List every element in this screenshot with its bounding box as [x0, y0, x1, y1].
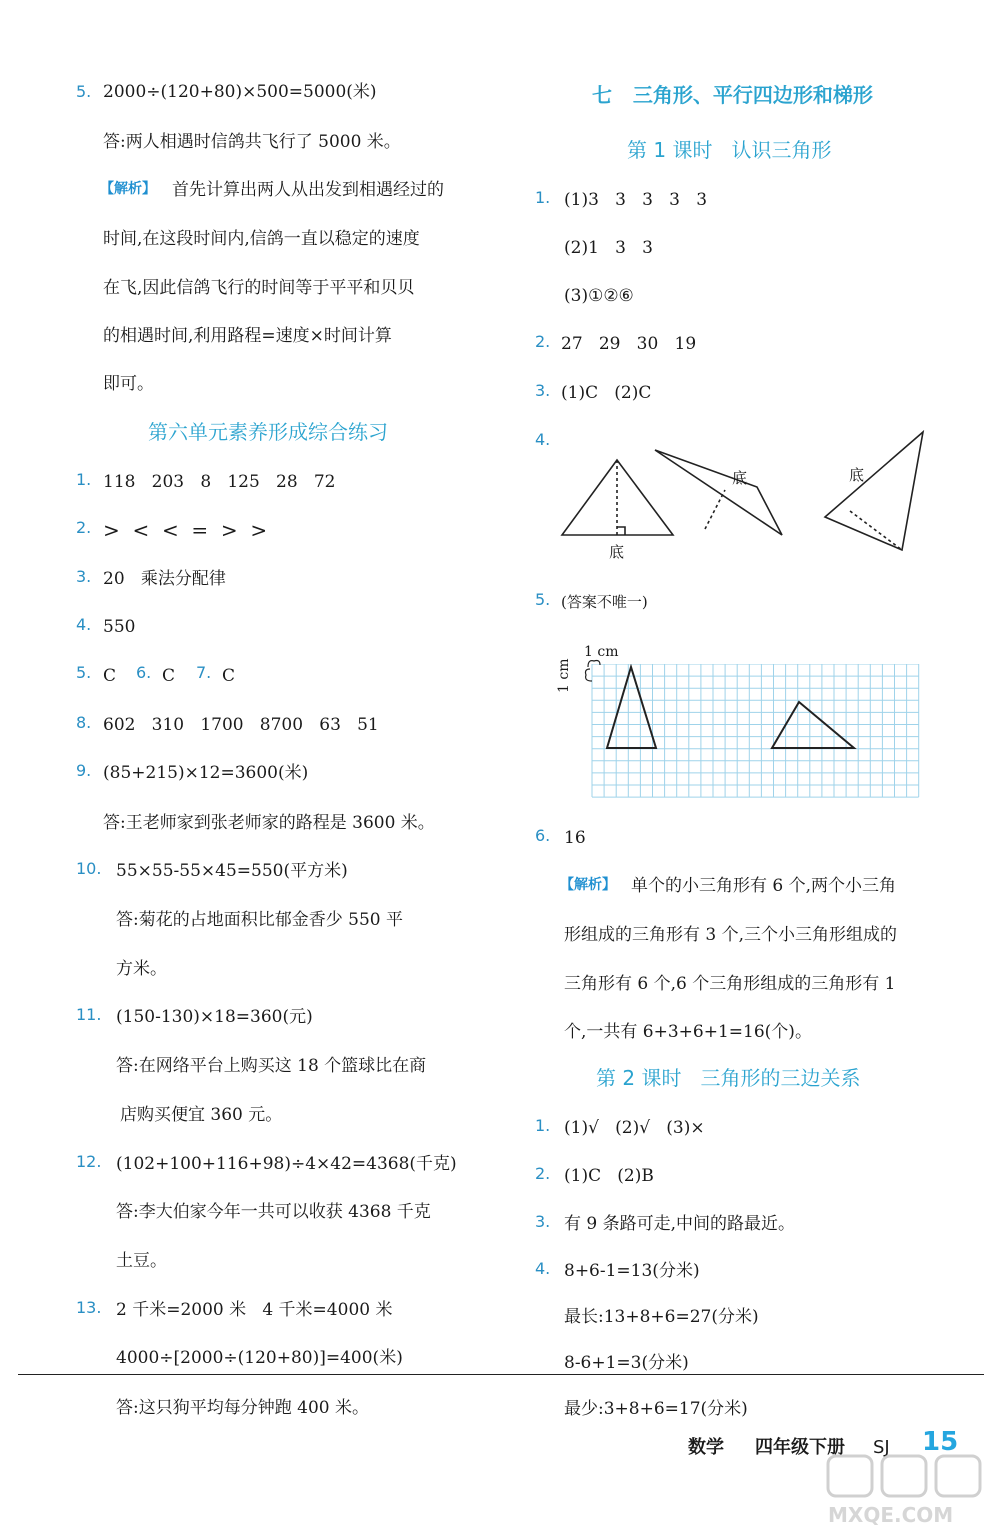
chapter-title: 七 三角形、平行四边形和梯形 — [592, 83, 873, 107]
analysis-line: 形组成的三角形有 3 个,三个小三角形组成的 — [564, 925, 898, 945]
item-number: 4. — [535, 430, 551, 449]
item-answer: 8-6+1=3(分米) — [564, 1353, 689, 1373]
item-answer: 8+6-1=13(分米) — [564, 1261, 700, 1281]
section-title: 第六单元素养形成综合练习 — [148, 420, 388, 444]
item-number: 13. — [76, 1298, 102, 1317]
item-number: 2. — [535, 332, 551, 351]
footer-grade: 四年级下册 — [755, 1437, 845, 1458]
item-answer: 最长:13+8+6=27(分米) — [564, 1307, 759, 1327]
base-label: 底 — [849, 466, 865, 484]
item-number: 1. — [76, 470, 92, 489]
item-number: 4. — [535, 1259, 551, 1278]
grid-label-horizontal: 1 cm — [584, 644, 619, 660]
q5-answer: 答:两人相遇时信鸽共飞行了 5000 米。 — [103, 132, 401, 152]
item-number: 3. — [76, 567, 92, 586]
analysis-line: 的相遇时间,利用路程=速度×时间计算 — [103, 326, 392, 346]
brace-icon — [580, 655, 610, 685]
item-number: 5. — [535, 590, 551, 609]
item-answer: C — [222, 666, 236, 686]
item-answer: 答:这只狗平均每分钟跑 400 米。 — [116, 1398, 369, 1418]
analysis-line: 首先计算出两人从出发到相遇经过的 — [172, 180, 444, 200]
analysis-tag: 【解析】 — [560, 877, 616, 893]
item-number: 1. — [535, 188, 551, 207]
q5-number: 5. — [76, 82, 92, 101]
item-answer: 店购买便宜 360 元。 — [120, 1105, 283, 1125]
item-number: 11. — [76, 1005, 102, 1024]
base-label: 底 — [609, 543, 625, 561]
analysis-line: 三角形有 6 个,6 个三角形组成的三角形有 1 — [564, 974, 896, 994]
base-label: 底 — [732, 469, 748, 487]
item-number: 2. — [535, 1164, 551, 1183]
grid-label-vertical: 1 cm — [556, 658, 572, 693]
grid-figure — [588, 664, 924, 798]
item-answer: (85+215)×12=3600(米) — [103, 763, 309, 783]
item-answer: 55×55-55×45=550(平方米) — [116, 861, 348, 881]
item-answer: (2)1 3 3 — [564, 238, 653, 258]
item-answer: 答:李大伯家今年一共可以收获 4368 千克 — [116, 1202, 431, 1222]
item-answer: 土豆。 — [116, 1251, 167, 1271]
item-number: 3. — [535, 1212, 551, 1231]
item-answer: (150-130)×18=360(元) — [116, 1007, 313, 1027]
item-answer: 答:王老师家到张老师家的路程是 3600 米。 — [103, 813, 435, 833]
item-answer: 答:在网络平台上购买这 18 个篮球比在商 — [116, 1056, 427, 1076]
divider-line — [18, 1374, 984, 1375]
item-number: 3. — [535, 381, 551, 400]
footer-edition: SJ — [873, 1437, 890, 1458]
item-answer: (1)√ (2)√ (3)× — [564, 1118, 705, 1138]
item-number: 8. — [76, 713, 92, 732]
analysis-line: 个,一共有 6+3+6+1=16(个)。 — [564, 1022, 812, 1042]
analysis-line: 单个的小三角形有 6 个,两个小三角 — [631, 876, 897, 896]
item-answer: (102+100+116+98)÷4×42=4368(千克) — [116, 1154, 457, 1174]
item-answer: 602 310 1700 8700 63 51 — [103, 715, 379, 735]
item-answer: > < < = > > — [103, 518, 268, 542]
analysis-line: 在飞,因此信鸽飞行的时间等于平平和贝贝 — [103, 278, 415, 298]
page-number: 15 — [922, 1427, 959, 1457]
item-answer: (1)C (2)B — [564, 1166, 654, 1186]
item-number: 5. — [76, 663, 92, 682]
item-answer: 20 乘法分配律 — [103, 569, 226, 589]
item-number: 9. — [76, 761, 92, 780]
lesson1-title: 第 1 课时 认识三角形 — [627, 138, 832, 162]
item-answer: (1)C (2)C — [561, 383, 652, 403]
item-answer: 最少:3+8+6=17(分米) — [564, 1399, 748, 1419]
item-number: 1. — [535, 1116, 551, 1135]
item-answer: 118 203 8 125 28 72 — [103, 472, 336, 492]
item-answer: 550 — [103, 617, 136, 637]
item-number: 2. — [76, 518, 92, 537]
analysis-tag: 【解析】 — [100, 181, 156, 197]
lesson2-title: 第 2 课时 三角形的三边关系 — [596, 1066, 861, 1090]
item-number: 7. — [196, 663, 212, 682]
item-answer: 2 千米=2000 米 4 千米=4000 米 — [116, 1300, 393, 1320]
footer-subject: 数学 — [688, 1437, 724, 1458]
item-number: 12. — [76, 1152, 102, 1171]
item-number: 4. — [76, 615, 92, 634]
item-number: 6. — [136, 663, 152, 682]
item-answer: C — [162, 666, 176, 686]
svg-text:MXQE.COM: MXQE.COM — [828, 1503, 954, 1527]
item-answer: 方米。 — [116, 959, 167, 979]
item-answer: 4000÷[2000÷(120+80)]=400(米) — [116, 1348, 403, 1368]
analysis-line: 时间,在这段时间内,信鸽一直以稳定的速度 — [103, 229, 420, 249]
watermark-logo — [820, 1450, 990, 1530]
item-number: 6. — [535, 826, 551, 845]
item-answer: 27 29 30 19 — [561, 334, 697, 354]
analysis-line: 即可。 — [103, 374, 154, 394]
item-answer: (答案不唯一) — [561, 593, 648, 611]
item-answer: 答:菊花的占地面积比郁金香少 550 平 — [116, 910, 403, 930]
item-answer: 有 9 条路可走,中间的路最近。 — [564, 1214, 796, 1234]
q5-equation: 2000÷(120+80)×500=5000(米) — [103, 82, 377, 102]
item-number: 10. — [76, 859, 102, 878]
item-answer: 16 — [564, 828, 586, 848]
item-answer: (3)①②⑥ — [564, 286, 634, 306]
item-answer: (1)3 3 3 3 3 — [564, 190, 708, 210]
item-answer: C — [103, 666, 117, 686]
